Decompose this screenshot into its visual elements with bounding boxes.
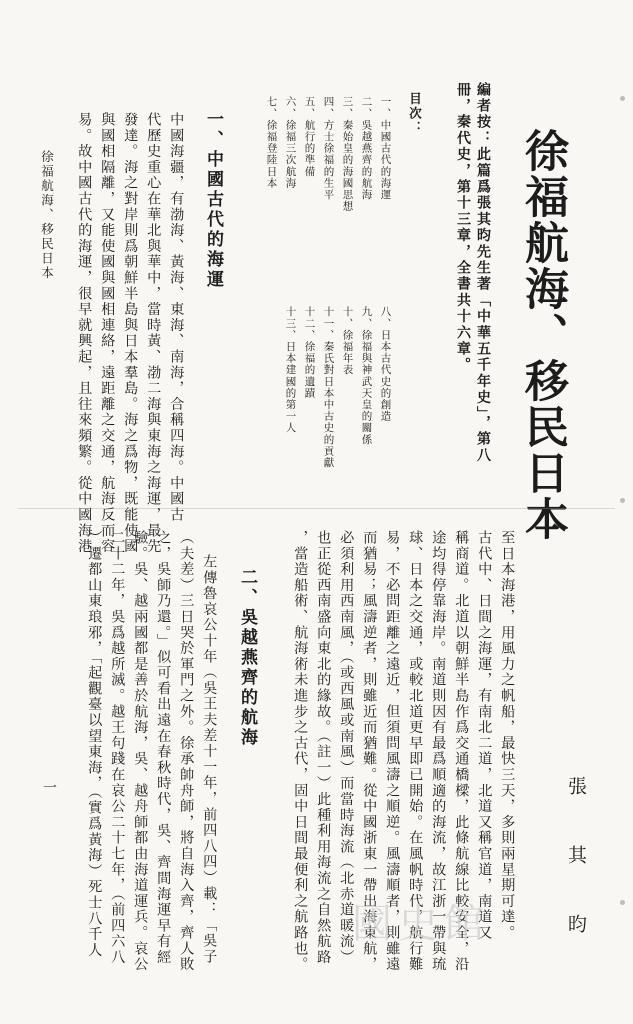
- toc-item: 十三、日本建國的第一人: [284, 306, 297, 434]
- toc-item: 三、秦始皇的海國思想: [341, 96, 354, 212]
- toc-item: 一、中國古代的海運: [379, 96, 392, 201]
- text-line: 球、日本之交通，或較北道更早即已開始。在風帆時代，航行難: [407, 530, 424, 973]
- text-line: 發達。海之對岸則爲朝鮮半島與日本羣島。海之爲物，既能使國: [122, 112, 139, 555]
- page-number: 一: [41, 780, 57, 796]
- text-line: （夫差）三日哭於軍門之外。徐承帥舟師，將自海入齊，齊人敗: [178, 530, 195, 973]
- toc-item: 四、方士徐福的生平: [322, 96, 335, 201]
- text-line: 古代中、日間之海運，有南北二道，北道又稱官道，南道又: [476, 530, 493, 941]
- text-line: 左傳魯哀公十年（吳王夫差十一年，前四八四）載：「吳子: [201, 554, 218, 965]
- text-line: 必須利用西南風，（或西風或南風）而當時海流（北赤道暖流）: [338, 530, 355, 966]
- text-line: 代歷史重心在華北與華中，當時黃、渤二海與東海之海運，最先: [145, 112, 162, 555]
- text-line: 中國海疆，有渤海、黃海、東海、南海，合稱四海。中國古: [168, 112, 185, 523]
- running-caption: 徐福航海、移民日本: [39, 150, 55, 281]
- toc-item: 八、日本古代史的創造: [379, 306, 392, 422]
- toc-item: 五、航行的準備: [303, 96, 316, 178]
- article-title: 徐福航海、移民日本: [517, 128, 568, 542]
- toc-item: 七、徐福登陸日本: [265, 96, 278, 189]
- toc-item: 六、徐福三次航海: [284, 96, 297, 189]
- text-line: ，當造船術、航海術未進步之古代，固中日間最便利之航路也。: [292, 530, 309, 973]
- watermark: 國史館: [352, 901, 490, 947]
- text-line: 也正從西南盛向東北的緣故。（註一）此種利用海流之自然航路: [315, 530, 332, 966]
- toc-item: 九、徐福與神武天皇的關係: [360, 306, 373, 446]
- toc-label: 目次：: [407, 92, 423, 136]
- editor-note-line-2: 冊，秦代史，第十三章，全書共十六章。: [455, 82, 471, 374]
- text-line: 驗。吳、越兩國都是善於航海，吳、越舟師都由海道運兵。哀公: [132, 530, 149, 973]
- text-line: 至日本海港，用風力之帆船，最快三天，多則兩星期可達。: [499, 530, 516, 941]
- text-line: 而猶易；風濤逆者，則雖近而猶難。從中國浙東一帶出海東航，: [361, 530, 378, 973]
- toc-item: 十、徐福年表: [341, 306, 354, 376]
- text-line: 與國相隔離，又能使國與國相連絡，遠距離之交通，航海反而容: [99, 112, 116, 555]
- hole-mark: [620, 498, 625, 503]
- hole-mark: [620, 96, 625, 101]
- text-line: 途均得停靠海岸。南道則因有最爲順適的海流，故江浙一帶與琉: [430, 530, 447, 973]
- section-heading-1: 一、中國古代的海運: [203, 110, 223, 290]
- editor-note-line-1: 編者按：此篇爲張其昀先生著「中華五千年史」，第八: [475, 82, 491, 464]
- toc-item: 十一、秦氏對日本中古史的貢獻: [322, 306, 335, 469]
- divider: [18, 508, 615, 509]
- section-heading-2: 二、吳越燕齊的航海: [237, 568, 257, 748]
- text-line: 之，吳師乃還。」似可看出遠在春秋時代，吳、齊間海運早有經: [155, 530, 172, 966]
- text-line: 易，不必問距離之遠近，但須問風濤之順逆。風濤順者，則雖遠: [384, 530, 401, 973]
- text-line: ）遷都山東琅邪，「起觀臺以望東海，（實爲黃海）死士八千人: [86, 530, 103, 959]
- text-line: 稱商道。北道以朝鮮半島作爲交通橋樑，此條航線比較安全，沿: [453, 530, 470, 973]
- text-line: 易。故中國古代的海運，很早就興起，且往來頻繁。從中國海港: [76, 112, 93, 555]
- hole-mark: [620, 900, 625, 905]
- text-line: 二十二年，吳爲越所滅。越王句踐在哀公二十七年，（前四六八: [109, 530, 126, 966]
- toc-item: 十二、徐福的遺蹟: [303, 306, 316, 399]
- toc-item: 二、吳越燕齊的航海: [360, 96, 373, 201]
- author-name: 張 其 昀: [565, 776, 587, 947]
